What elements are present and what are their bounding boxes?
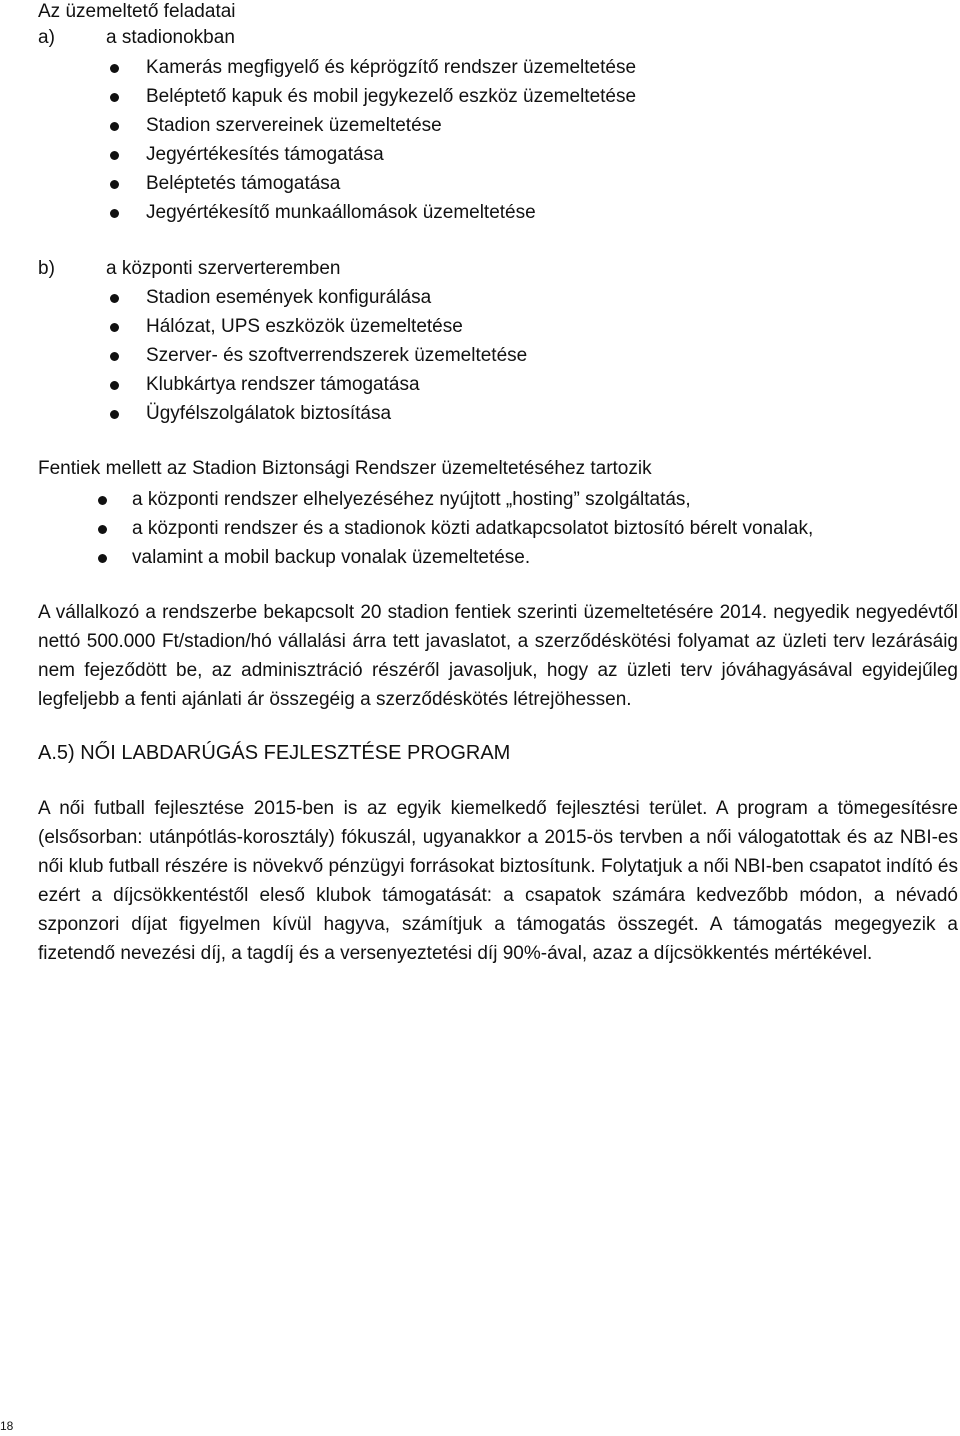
list-b-item: Klubkártya rendszer támogatása xyxy=(146,374,420,395)
list-b-item: Hálózat, UPS eszközök üzemeltetése xyxy=(146,316,463,337)
section-title: Az üzemeltető feladatai xyxy=(38,1,236,22)
bullet-icon xyxy=(110,93,119,102)
additional-item: a központi rendszer elhelyezéséhez nyújtott „hosting” szolgáltatás, xyxy=(132,489,691,510)
bullet-icon xyxy=(110,209,119,218)
list-a-marker: a) xyxy=(38,27,55,48)
list-b-marker: b) xyxy=(38,258,55,279)
page-number: 18 xyxy=(0,1419,14,1433)
bullet-icon xyxy=(98,525,107,534)
list-b-title: a központi szerverteremben xyxy=(106,258,341,279)
bullet-icon xyxy=(110,180,119,189)
list-a-item: Beléptetés támogatása xyxy=(146,173,341,194)
list-a-item: Kamerás megfigyelő és képrögzítő rendszer üzemeltetése xyxy=(146,57,637,78)
list-b-item: Stadion események konfigurálása xyxy=(146,287,432,308)
list-a-title: a stadionokban xyxy=(106,27,235,48)
bullet-icon xyxy=(110,352,119,361)
list-b-item: Szerver- és szoftverrendszerek üzemeltetése xyxy=(146,345,528,366)
paragraph-womens-football: A női futball fejlesztése 2015-ben is az egyik kiemelkedő fejlesztési terület. A program a tömegesítésre (elsősorban: utánpótlás-korosztály) fókuszál, ugyanakkor a 2015-ös tervben a női válogatottak és az NBI-es női klub futball részére is növekvő pénzügyi forrásokat biztosítunk. Folytatjuk a női NBI-ben csapatot indító és ezért a díjcsökkentéstől eleső klubok támogatását: a csapatok számára kedvezőbb módon, a névadó szponzori díjat figyelmen kívül hagyva, számítjuk a támogatás összegét. A támogatás megegyezik a fizetendő nevezési díj, a tagdíj és a versenyeztetési díj 90%-ával, azaz a díjcsökkentés mértékével. xyxy=(38,798,958,964)
list-b-item: Ügyfélszolgálatok biztosítása xyxy=(146,403,392,424)
bullet-icon xyxy=(110,381,119,390)
bullet-icon xyxy=(98,554,107,563)
list-a-item: Jegyértékesítés támogatása xyxy=(146,144,384,165)
bullet-icon xyxy=(110,122,119,131)
list-a-item: Beléptető kapuk és mobil jegykezelő eszköz üzemeltetése xyxy=(146,86,637,107)
bullet-icon xyxy=(110,151,119,160)
paragraph-contract: A vállalkozó a rendszerbe bekapcsolt 20 stadion fentiek szerinti üzemeltetésére 2014. negyedik negyedévtől nettó 500.000 Ft/stadion/hó vállalási árra tett javaslatot, a szerződéskötési folyamat az üzleti terv lezárásáig nem fejeződött be, az adminisztráció részéről javasoljuk, hogy az üzleti terv jóváhagyásával egyidejűleg legfeljebb a fenti ajánlati ár összegéig a szerződéskötés létrejöhessen. xyxy=(38,602,958,710)
section-heading-a5: A.5) NŐI LABDARÚGÁS FEJLESZTÉSE PROGRAM xyxy=(38,742,511,764)
list-a-item: Stadion szervereinek üzemeltetése xyxy=(146,115,442,136)
list-a-item: Jegyértékesítő munkaállomások üzemeltetése xyxy=(146,202,536,223)
bullet-icon xyxy=(110,410,119,419)
bullet-icon xyxy=(110,294,119,303)
additional-intro: Fentiek mellett az Stadion Biztonsági Rendszer üzemeltetéséhez tartozik xyxy=(38,458,652,479)
bullet-icon xyxy=(110,323,119,332)
additional-item: a központi rendszer és a stadionok közti adatkapcsolatot biztosító bérelt vonalak, xyxy=(132,518,814,539)
additional-item: valamint a mobil backup vonalak üzemeltetése. xyxy=(132,547,531,568)
bullet-icon xyxy=(98,496,107,505)
bullet-icon xyxy=(110,64,119,73)
